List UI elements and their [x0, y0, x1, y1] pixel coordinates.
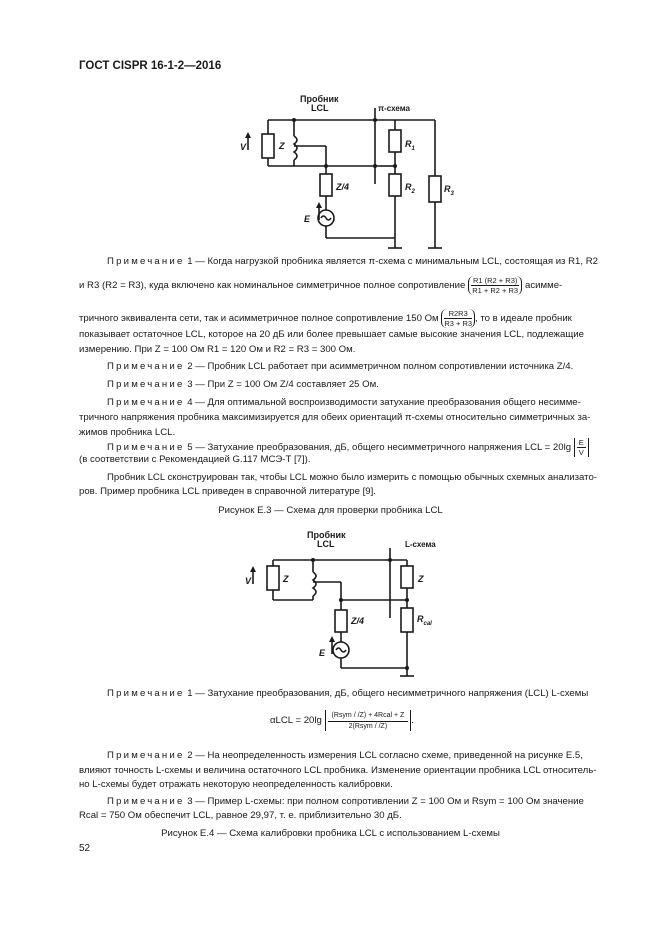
- fig3-r3-label: R: [444, 184, 451, 194]
- fig3-z4-label: Z/4: [336, 182, 350, 192]
- svg-text:R3: [444, 184, 455, 197]
- fig3-r3-sub: 3: [450, 191, 454, 197]
- svg-text:R2: [405, 182, 416, 195]
- fig4-z-right-label: Z: [418, 574, 424, 584]
- note3-1-line1: Примечание 1 — Когда нагрузкой пробника является π-схема с минимальным LCL, состоящая из R1, R2: [107, 256, 598, 267]
- figure-e4-circuit: [235, 528, 455, 680]
- note4-2-line1: Примечание 2 — На неопределенность измерения LCL согласно схеме, приведенной на рисунке Е.5,: [107, 750, 583, 761]
- fig4-rcal-sub: cal: [423, 621, 432, 627]
- fig3-r1-label: R: [405, 139, 412, 149]
- fig4-z-label: Z: [283, 574, 289, 584]
- paragraph-line1: Пробник LCL сконструирован так, чтобы LCL можно было измерить с помощью обычных схемных анализато-: [107, 472, 597, 483]
- fig3-probe-label-1: Пробник: [300, 94, 339, 104]
- note3-3: Примечание 3 — При Z = 100 Ом Z/4 составляет 25 Ом.: [107, 379, 379, 390]
- fig3-r1-sub: 1: [411, 146, 415, 152]
- note4-2-line2: влияют точность L-схемы и величина остаточного LCL пробника. Изменение ориентации пробника LCL относитель-: [79, 765, 597, 776]
- note3-1-line4: показывает остаточное LCL, которое на 20 дБ или более превышает самые высокие значения LCL, подлежащие: [79, 329, 584, 340]
- fig3-probe-label-2: LCL: [311, 103, 329, 113]
- fig3-v-label: V: [240, 142, 247, 152]
- note4-3-line2: Rcal = 750 Ом обеспечит LCL, равное 29,97, т. е. приблизительно 30 дБ.: [79, 810, 402, 821]
- figure-e3-caption: Рисунок Е.3 — Схема для проверки пробника LCL: [218, 505, 443, 516]
- note4-1: Примечание 1 — Затухание преобразования, дБ, общего несимметричного напряжения (LCL) L-схемы: [107, 688, 589, 699]
- fig4-z4-label: Z/4: [351, 616, 365, 626]
- note3-2: Примечание 2 — Пробник LCL работает при асимметричном полном сопротивлении источника Z/4.: [107, 361, 574, 372]
- figure-e4-caption: Рисунок Е.4 — Схема калибровки пробника LCL с использованием L-схемы: [161, 828, 500, 839]
- note4-2-line3: но L-схемы будет отражать некоторую неопределенность калибровки.: [79, 779, 393, 790]
- formula-lhs: αLCL = 20lg: [270, 715, 322, 727]
- page-number: 52: [79, 843, 91, 854]
- fig3-e-label: E: [304, 214, 311, 224]
- fig4-probe-label-1: Пробник: [307, 530, 346, 540]
- note3-1-line5: измерению. При Z = 100 Ом R1 = 120 Ом и R2 = R3 = 300 Ом.: [79, 344, 356, 355]
- fig4-probe-label-2: LCL: [317, 539, 335, 549]
- fig4-e-label: E: [319, 648, 326, 658]
- note3-5-line1: Примечание 5 — Затухание преобразования, дБ, общего несимметричного напряжения LCL = 20lg $\frac{E}{V}$: [107, 438, 617, 457]
- paragraph-line2: ров. Пример пробника LCL приведен в справочной литературе [9].: [79, 486, 376, 497]
- note3-5-line2: (в соответствии с Рекомендацией G.117 МСЭ-Т [7]).: [79, 454, 311, 465]
- lcl-formula: αLCL = 20lg $\frac{\text{(Rsym / /Z) + 4Rcal + Z}}{\text{2(Rsym / /Z)}}$ .: [270, 712, 414, 730]
- fig4-v-label: V: [245, 576, 252, 586]
- note3-1-line2: и R3 (R2 = R3), куда включено как номинальное симметричное полное сопротивление $\frac{R1 (R2 + R3)}{R1 + R2 + R3}$ асимме-: [79, 276, 563, 295]
- fig4-rcal-label: R: [417, 614, 424, 624]
- fig3-z-label: Z: [279, 141, 285, 151]
- formula-denominator: 2(Rsym / /Z): [348, 723, 388, 730]
- formula-numerator: (Rsym / /Z) + 4Rcal + Z: [328, 710, 409, 722]
- fig3-r2-sub: 2: [411, 189, 415, 195]
- note3-4-line2: тричного напряжения пробника максимизируется для обеих ориентаций π-схемы относительно симметричных за-: [79, 412, 591, 423]
- document-header: ГОСТ CISPR 16-1-2—2016: [79, 60, 222, 72]
- note4-3-line1: Примечание 3 — Пример L-схемы: при полном сопротивлении Z = 100 Ом и Rsym = 100 Ом значение: [107, 796, 584, 807]
- svg-text:Rcal: [417, 614, 432, 627]
- fig4-l-label: L-схема: [405, 540, 436, 549]
- figure-e3-circuit: [230, 92, 460, 252]
- note3-4-line3: жимов пробника LCL.: [79, 427, 176, 438]
- note3-1-line3: тричного эквивалента сети, так и асимметричное полное сопротивление 150 Ом $\frac{R2R3}{R3 + R3}$ , то в идеале пробник: [79, 309, 572, 328]
- note3-4-line1: Примечание 4 — Для оптимальной воспроизводимости затухание преобразования общего несимме-: [107, 397, 581, 408]
- fig3-r2-label: R: [405, 182, 412, 192]
- fig3-pi-label: π-схема: [378, 104, 410, 113]
- svg-text:R1: [405, 139, 416, 152]
